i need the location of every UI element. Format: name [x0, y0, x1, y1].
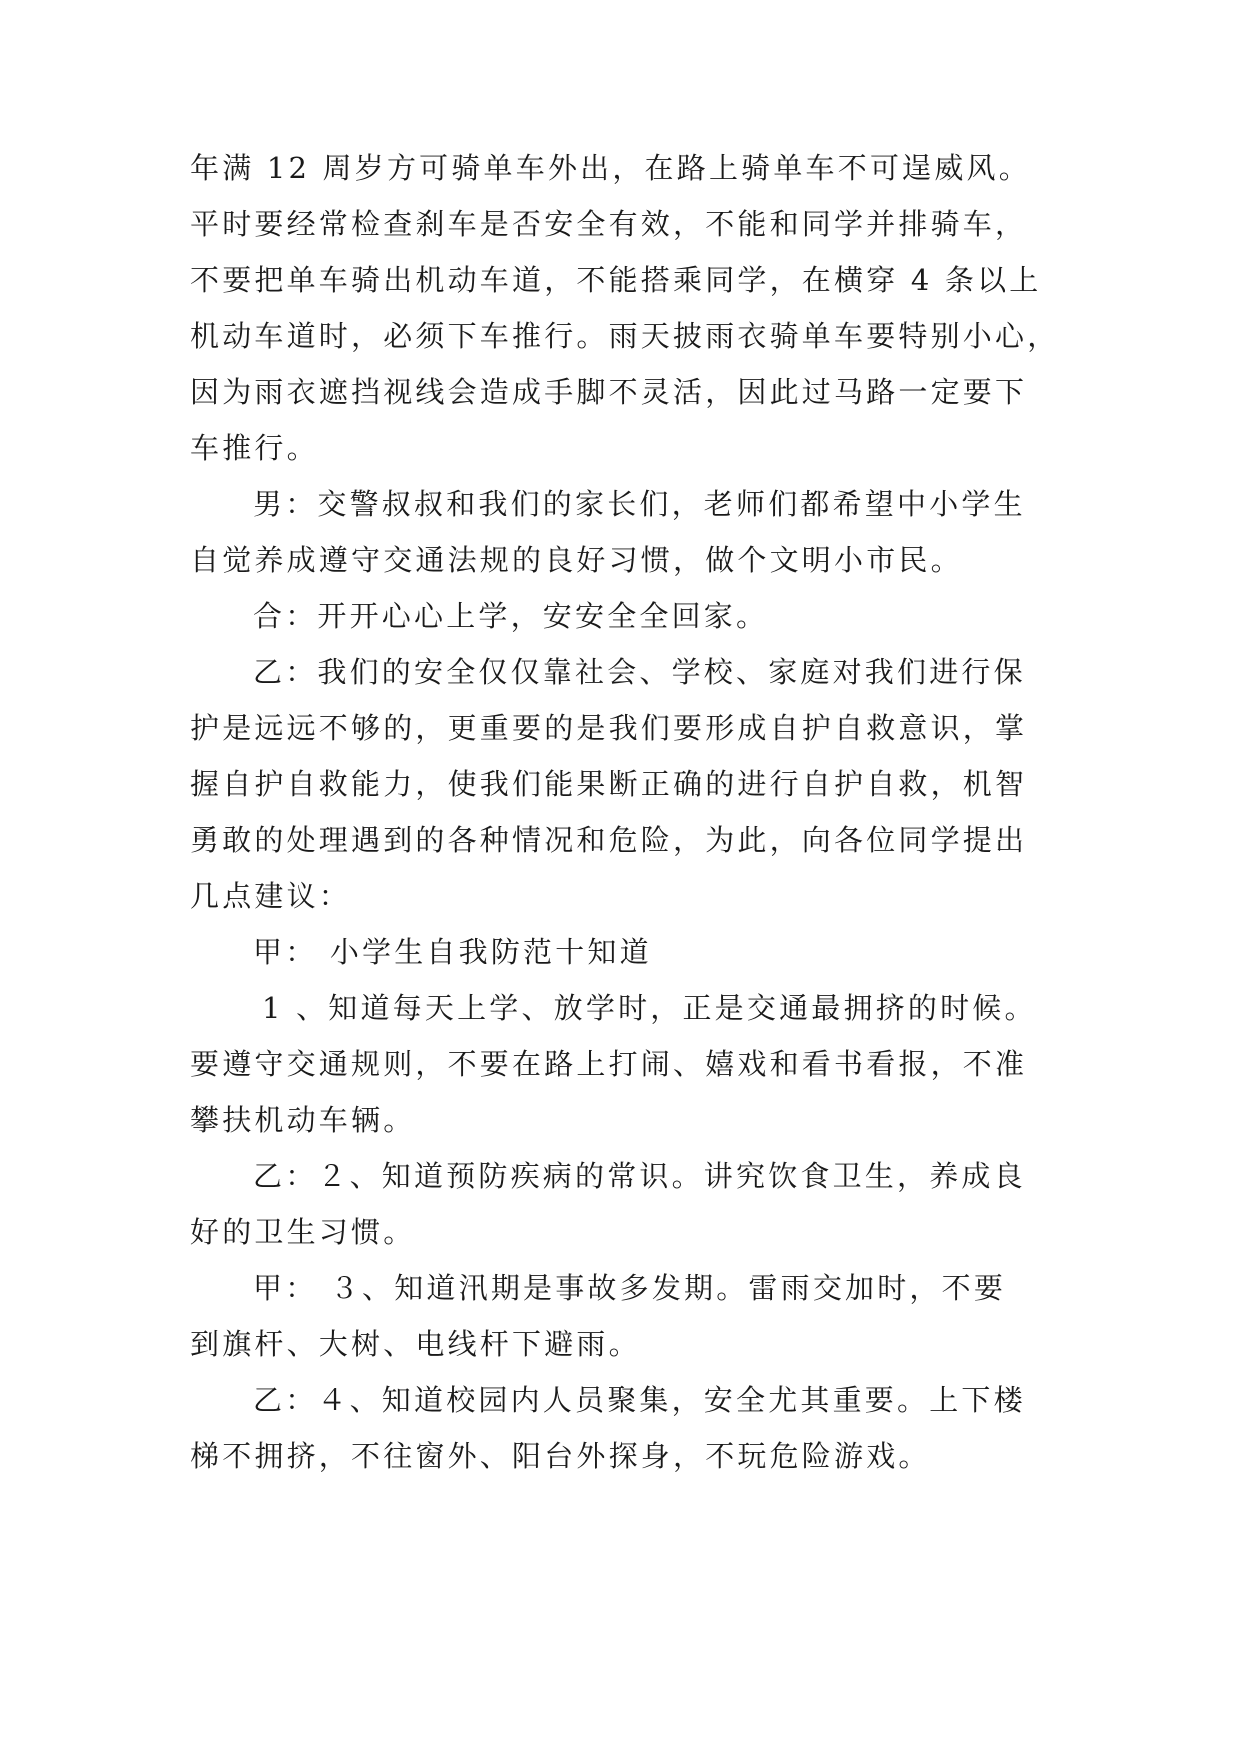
text-line: 不要把单车骑出机动车道，不能搭乘同学，在横穿 4 条以上 — [190, 263, 1042, 297]
text-line: 自觉养成遵守交通法规的良好习惯，做个文明小市民。 — [190, 543, 963, 577]
text-line: 年满 12 周岁方可骑单车外出，在路上骑单车不可逞威风。 — [190, 151, 1031, 185]
paragraph-first-line: 乙：我们的安全仅仅靠社会、学校、家庭对我们进行保 — [253, 655, 1026, 689]
text-line: 勇敢的处理遇到的各种情况和危险，为此，向各位同学提出 — [190, 823, 1028, 857]
text-line: 握自护自救能力，使我们能果断正确的进行自护自救，机智 — [190, 767, 1028, 801]
text-line: 梯不拥挤，不往窗外、阳台外探身，不玩危险游戏。 — [190, 1439, 931, 1473]
text-line: 平时要经常检查刹车是否安全有效，不能和同学并排骑车， — [190, 207, 1028, 241]
paragraph-first-line: 合：开开心心上学，安安全全回家。 — [253, 599, 769, 633]
text-line: 要遵守交通规则，不要在路上打闹、嬉戏和看书看报，不准 — [190, 1047, 1028, 1081]
text-line: 攀扶机动车辆。 — [190, 1103, 416, 1137]
paragraph-first-line: 男：交警叔叔和我们的家长们，老师们都希望中小学生 — [253, 487, 1026, 521]
paragraph-first-line: 乙：２、知道预防疾病的常识。讲究饮食卫生，养成良 — [253, 1159, 1026, 1193]
text-line: 到旗杆、大树、电线杆下避雨。 — [190, 1327, 641, 1361]
text-line: 护是远远不够的，更重要的是我们要形成自护自救意识，掌 — [190, 711, 1028, 745]
text-line: 几点建议： — [190, 879, 352, 913]
text-line: 机动车道时，必须下车推行。雨天披雨衣骑单车要特别小心， — [190, 319, 1060, 353]
paragraph-first-line: 乙：４、知道校园内人员聚集，安全尤其重要。上下楼 — [253, 1383, 1026, 1417]
paragraph-first-line: 1 、知道每天上学、放学时，正是交通最拥挤的时候。 — [262, 991, 1037, 1025]
text-line: 因为雨衣遮挡视线会造成手脚不灵活，因此过马路一定要下 — [190, 375, 1028, 409]
section-heading: 甲： 小学生自我防范十知道 — [253, 935, 652, 969]
text-line: 车推行。 — [190, 431, 319, 465]
paragraph-first-line: 甲： ３、知道汛期是事故多发期。雷雨交加时，不要 — [253, 1271, 1007, 1305]
text-line: 好的卫生习惯。 — [190, 1215, 416, 1249]
